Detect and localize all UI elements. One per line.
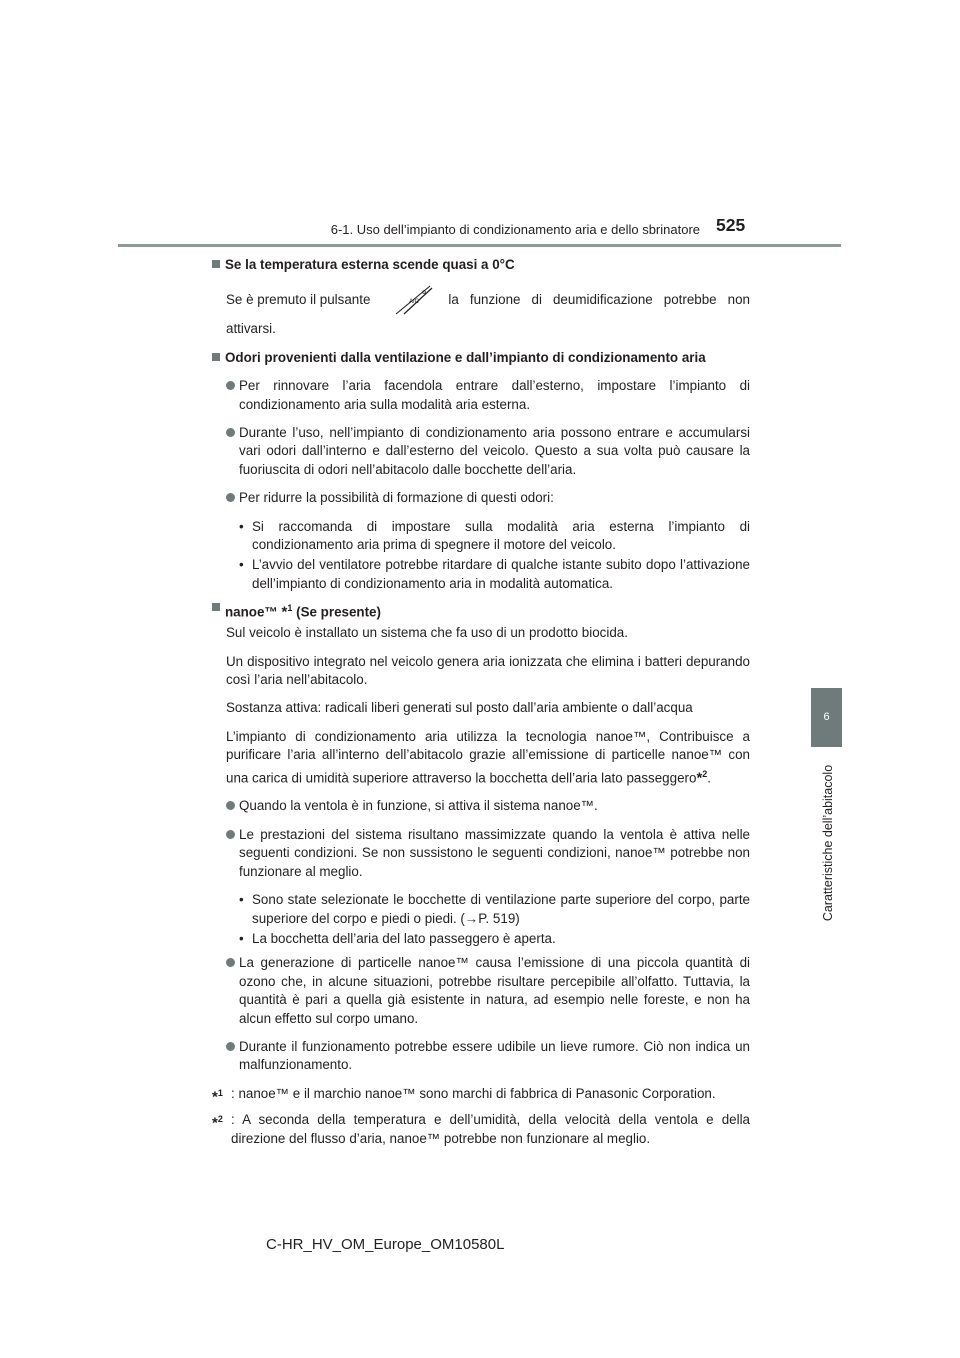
square-bullet-icon: [212, 603, 220, 611]
square-bullet-icon: [212, 353, 220, 361]
list-item: [226, 377, 750, 414]
paragraph: L’impianto di condizionamento aria utilizza la tecnologia nanoe™, Contribuisce a purificare l’aria all’interno dell’abitacolo grazie all’emissione di particelle nanoe™ con una carica di umidità superiore attraverso la bocchetta dell’aria lato passeggero*$^2$.: [226, 728, 750, 787]
section-heading: [212, 349, 750, 367]
footnote: [212, 1085, 750, 1106]
list-item: [226, 1038, 750, 1075]
footnote-marker: *$^1$: [212, 1087, 223, 1106]
list-item-text: La generazione di particelle nanoe™ causa l’emissione di una piccola quantità di ozono che, in alcune situazioni, potrebbe risultare percepibile all’olfatto. Tuttavia, la quantità è pari a quella già esistente in natura, ad esempio nelle foreste, e non ha alcun effetto sul corpo umano.: [239, 955, 750, 1026]
page-content: [212, 256, 750, 1156]
square-bullet-icon: [212, 260, 220, 268]
chapter-label-text: Caratteristiche dell’abitacolo: [821, 764, 835, 922]
paragraph: Sostanza attiva: radicali liberi generati sul posto dall’aria ambiente o dall’acqua: [226, 700, 693, 716]
list-item-text: Le prestazioni del sistema risultano massimizzate quando la ventola è attiva nelle seguenti condizioni. Se non sussistono le seguenti condizioni, nanoe™ potrebbe non funzionare al meglio.: [239, 826, 750, 879]
sub-list-item: [239, 556, 750, 593]
document-id: C-HR_HV_OM_Europe_OM10580L: [266, 1236, 505, 1253]
footnote-text: : A seconda della temperatura e dell’umidità, della velocità della ventola e della direzione del flusso d’aria, nanoe™ potrebbe non funzionare al meglio.: [231, 1112, 750, 1146]
circle-bullet-icon: [226, 958, 235, 967]
section-header: 6-1. Uso dell’impianto di condizionamento aria e dello sbrinatore: [330, 222, 700, 237]
footnote-text: : nanoe™ e il marchio nanoe™ sono marchi di fabbrica di Panasonic Corporation.: [231, 1085, 716, 1101]
sub-list-item-text: Si raccomanda di impostare sulla modalità aria esterna l’impianto di condizionamento aria prima di spegnere il motore del veicolo.: [252, 518, 750, 553]
sub-list-item: [239, 930, 750, 948]
footnote: [212, 1111, 750, 1148]
list-item: [226, 424, 750, 479]
list-item-text: Durante il funzionamento potrebbe essere udibile un lieve rumore. Ciò non indica un malfunzionamento.: [239, 1038, 750, 1073]
list-item: [226, 797, 750, 815]
ac-button-icon: [392, 284, 436, 316]
paragraph-text: Se è premuto il pulsante: [226, 292, 371, 308]
dot-marker: •: [239, 557, 244, 573]
list-item: [226, 826, 750, 881]
dot-marker: •: [239, 518, 244, 534]
heading-text: Odori provenienti dalla ventilazione e dall’impianto di condizionamento aria: [225, 349, 706, 365]
sub-list-item-text: L’avvio del ventilatore potrebbe ritardare di qualche istante subito dopo l’attivazione dell’impianto di condizionamento aria in modalità automatica.: [252, 557, 750, 591]
footnote-marker: *$^2$: [212, 1114, 223, 1132]
circle-bullet-icon: [226, 381, 235, 390]
ac-label: A/C: [409, 299, 420, 306]
heading-text: Se la temperatura esterna scende quasi a 0°C: [225, 257, 515, 272]
header-divider: [118, 244, 841, 247]
paragraph: Un dispositivo integrato nel veicolo genera aria ionizzata che elimina i batteri depurando così l’aria nell’abitacolo.: [226, 653, 750, 687]
section-heading: [212, 256, 750, 274]
paragraph: Sul veicolo è installato un sistema che fa uso di un prodotto biocida.: [226, 625, 628, 641]
heading-text: nanoe™: [225, 604, 282, 620]
sub-list-item: [239, 518, 750, 555]
circle-bullet-icon: [226, 493, 235, 502]
list-item-text: Durante l’uso, nell’impianto di condizionamento aria possono entrare e accumularsi vari odori dall’interno e dall’esterno del veicolo. Questo a sua volta può causare la fuoriuscita di odori nell’abitacolo dalle bocchette dell’aria.: [239, 425, 750, 477]
dot-marker: •: [239, 892, 244, 908]
paragraph-text: la funzione di deumidificazione potrebbe non: [448, 292, 750, 308]
ac-button-paragraph: [226, 284, 750, 316]
sub-list-item-text: Sono state selezionate le bocchette di ventilazione parte superiore del corpo, parte superiore del corpo e piedi o piedi. (→P. 519): [252, 892, 750, 926]
list-item: [226, 489, 750, 507]
list-item-text: Per rinnovare l’aria facendola entrare dall’esterno, impostare l’impianto di condizionamento aria sulla modalità aria esterna.: [239, 378, 750, 412]
chapter-label: [798, 758, 858, 928]
section-heading: nanoe™ *$^1$ (Se presente): [212, 599, 750, 622]
circle-bullet-icon: [226, 801, 235, 810]
chapter-tab: 6: [811, 688, 842, 747]
circle-bullet-icon: [226, 830, 235, 839]
page-number: 525: [716, 215, 746, 235]
dot-marker: •: [239, 930, 244, 946]
list-item-text: Per ridurre la possibilità di formazione di questi odori:: [239, 490, 554, 506]
sub-list-item-text: La bocchetta dell’aria del lato passeggero è aperta.: [252, 930, 556, 946]
sub-list-item: [239, 891, 750, 928]
list-item-text: Quando la ventola è in funzione, si attiva il sistema nanoe™.: [239, 798, 598, 814]
list-item: [226, 954, 750, 1028]
circle-bullet-icon: [226, 1042, 235, 1051]
circle-bullet-icon: [226, 428, 235, 437]
paragraph: attivarsi.: [226, 321, 276, 337]
